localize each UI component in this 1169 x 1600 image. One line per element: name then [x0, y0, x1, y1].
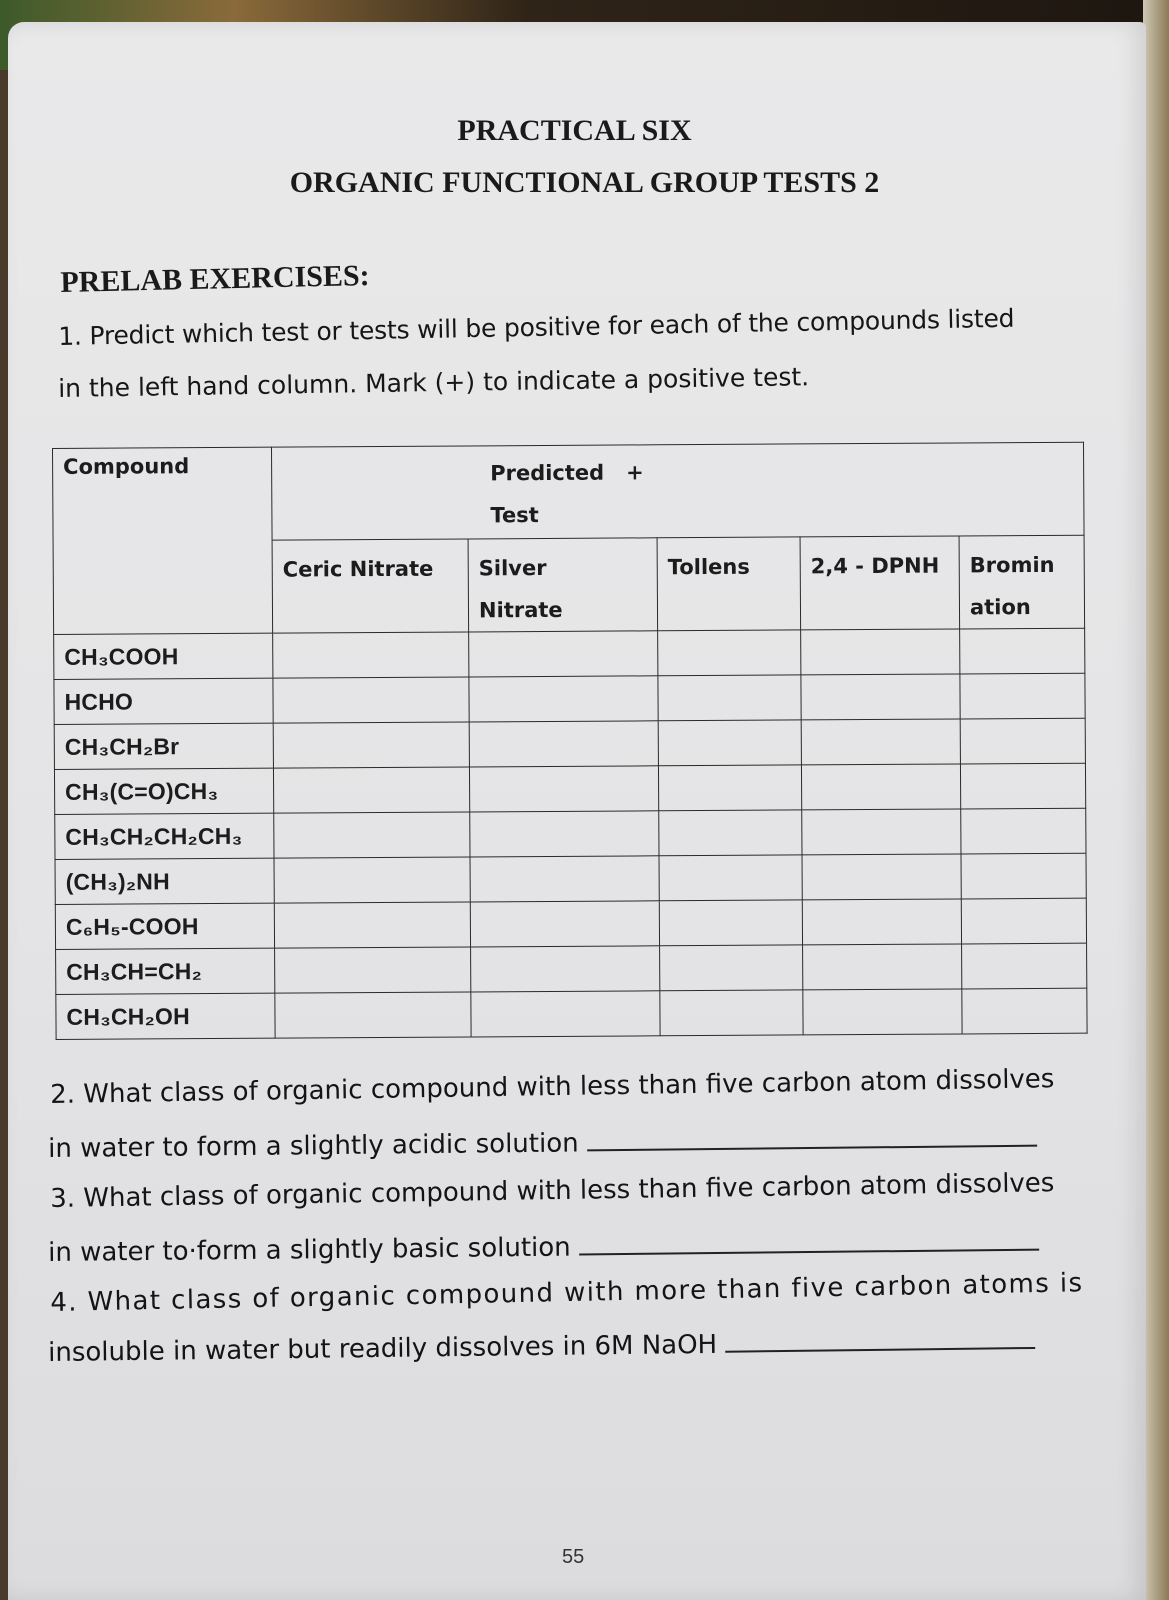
answer-cell[interactable] [658, 765, 801, 811]
compound-cell: C₆H₅-COOH [55, 903, 274, 949]
page-title: PRACTICAL SIX [457, 114, 692, 147]
brom-line-2: ation [969, 595, 1031, 620]
answer-cell[interactable] [660, 990, 803, 1036]
answer-cell[interactable] [960, 718, 1085, 764]
question-2-line-1: 2. What class of organic compound with less than five carbon atom dissolves [50, 1064, 1055, 1110]
compound-cell: CH₃CH₂Br [54, 723, 273, 769]
answer-cell[interactable] [803, 989, 962, 1035]
silver-line-2: Nitrate [478, 597, 563, 623]
answer-cell[interactable] [471, 946, 660, 992]
page-edge [1143, 0, 1169, 1600]
answer-cell[interactable] [273, 722, 469, 768]
compound-cell: (CH₃)₂NH [55, 858, 274, 904]
section-heading: PRELAB EXERCISES: [60, 258, 370, 299]
predicted-header [271, 442, 1084, 540]
answer-cell[interactable] [273, 632, 469, 678]
answer-cell[interactable] [960, 673, 1085, 719]
answer-cell[interactable] [802, 854, 961, 900]
answer-cell[interactable] [469, 631, 658, 677]
compound-header [53, 447, 273, 634]
answer-cell[interactable] [470, 811, 659, 857]
answer-blank-3[interactable] [579, 1249, 1039, 1256]
answer-cell[interactable] [274, 902, 470, 948]
table-row [54, 628, 1085, 679]
answer-cell[interactable] [469, 676, 658, 722]
answer-cell[interactable] [274, 857, 470, 903]
answer-cell[interactable] [469, 721, 658, 767]
answer-cell[interactable] [658, 675, 801, 721]
question-1-line-1: 1. Predict which test or tests will be positive for each of the compounds listed [58, 303, 1015, 351]
compound-cell: CH₃COOH [54, 633, 273, 679]
answer-cell[interactable] [802, 899, 961, 945]
page-number: 55 [562, 1546, 585, 1568]
answer-cell[interactable] [961, 898, 1086, 944]
answer-cell[interactable] [659, 810, 802, 856]
answer-cell[interactable] [960, 763, 1085, 809]
table-row [54, 673, 1085, 724]
answer-cell[interactable] [273, 677, 469, 723]
test-header-bromination [959, 535, 1085, 629]
compound-cell: CH₃(C=O)CH₃ [54, 768, 273, 814]
answer-cell[interactable] [471, 991, 660, 1037]
answer-cell[interactable] [961, 808, 1086, 854]
test-header-dpnh: 2,4 - DPNH [800, 536, 960, 630]
answer-cell[interactable] [801, 719, 960, 765]
compound-cell: CH₃CH₂OH [56, 993, 275, 1039]
question-2-text: in water to form a slightly acidic solution [48, 1128, 579, 1164]
answer-cell[interactable] [801, 764, 960, 810]
question-4-line-1: 4. What class of organic compound with more than five carbon atoms is [50, 1268, 1084, 1318]
answer-cell[interactable] [962, 988, 1087, 1034]
answer-cell[interactable] [470, 856, 659, 902]
answer-cell[interactable] [659, 900, 802, 946]
answer-cell[interactable] [660, 945, 803, 991]
answer-cell[interactable] [801, 629, 960, 675]
question-3-line-1: 3. What class of organic compound with less than five carbon atom dissolves [50, 1168, 1055, 1214]
answer-blank-4[interactable] [725, 1347, 1035, 1353]
compound-header-label: Compound [63, 454, 190, 479]
answer-cell[interactable] [470, 901, 659, 947]
answer-cell[interactable] [275, 947, 471, 993]
answer-cell[interactable] [274, 812, 470, 858]
question-3-text: in water to·form a slightly basic solution [48, 1232, 571, 1268]
table-row [56, 988, 1087, 1039]
predicted-header-line-2: Test [490, 503, 539, 528]
silver-line-1: Silver [478, 555, 547, 581]
table-row [54, 718, 1085, 769]
table-row [55, 898, 1086, 949]
answer-cell[interactable] [803, 944, 962, 990]
answer-cell[interactable] [275, 992, 471, 1038]
compound-cell: HCHO [54, 678, 273, 724]
answer-cell[interactable] [802, 809, 961, 855]
compound-cell: CH₃CH₂CH₂CH₃ [55, 813, 274, 859]
predicted-header-line-1: Predicted + [490, 460, 644, 486]
question-1-line-2: in the left hand column. Mark (+) to indicate a positive test. [58, 362, 810, 403]
answer-cell[interactable] [962, 943, 1087, 989]
compound-cell: CH₃CH=CH₂ [56, 948, 275, 994]
page-subtitle: ORGANIC FUNCTIONAL GROUP TESTS 2 [289, 166, 880, 199]
prediction-table [52, 442, 1088, 1040]
table-row [55, 808, 1086, 859]
table-row [56, 943, 1087, 994]
table-row [54, 763, 1085, 814]
brom-line-1: Bromin [969, 552, 1055, 578]
table-row [55, 853, 1086, 904]
answer-cell[interactable] [469, 766, 658, 812]
question-4-text: insoluble in water but readily dissolves in 6M NaOH [48, 1329, 718, 1368]
answer-cell[interactable] [801, 674, 960, 720]
answer-cell[interactable] [658, 720, 801, 766]
test-header-ceric-nitrate: Ceric Nitrate [272, 539, 469, 633]
answer-cell[interactable] [960, 628, 1085, 674]
answer-blank-2[interactable] [587, 1145, 1037, 1152]
test-header-silver-nitrate [468, 538, 658, 632]
answer-cell[interactable] [961, 853, 1086, 899]
answer-cell[interactable] [659, 855, 802, 901]
answer-cell[interactable] [273, 767, 469, 813]
test-header-tollens: Tollens [657, 537, 801, 631]
answer-cell[interactable] [658, 630, 801, 676]
